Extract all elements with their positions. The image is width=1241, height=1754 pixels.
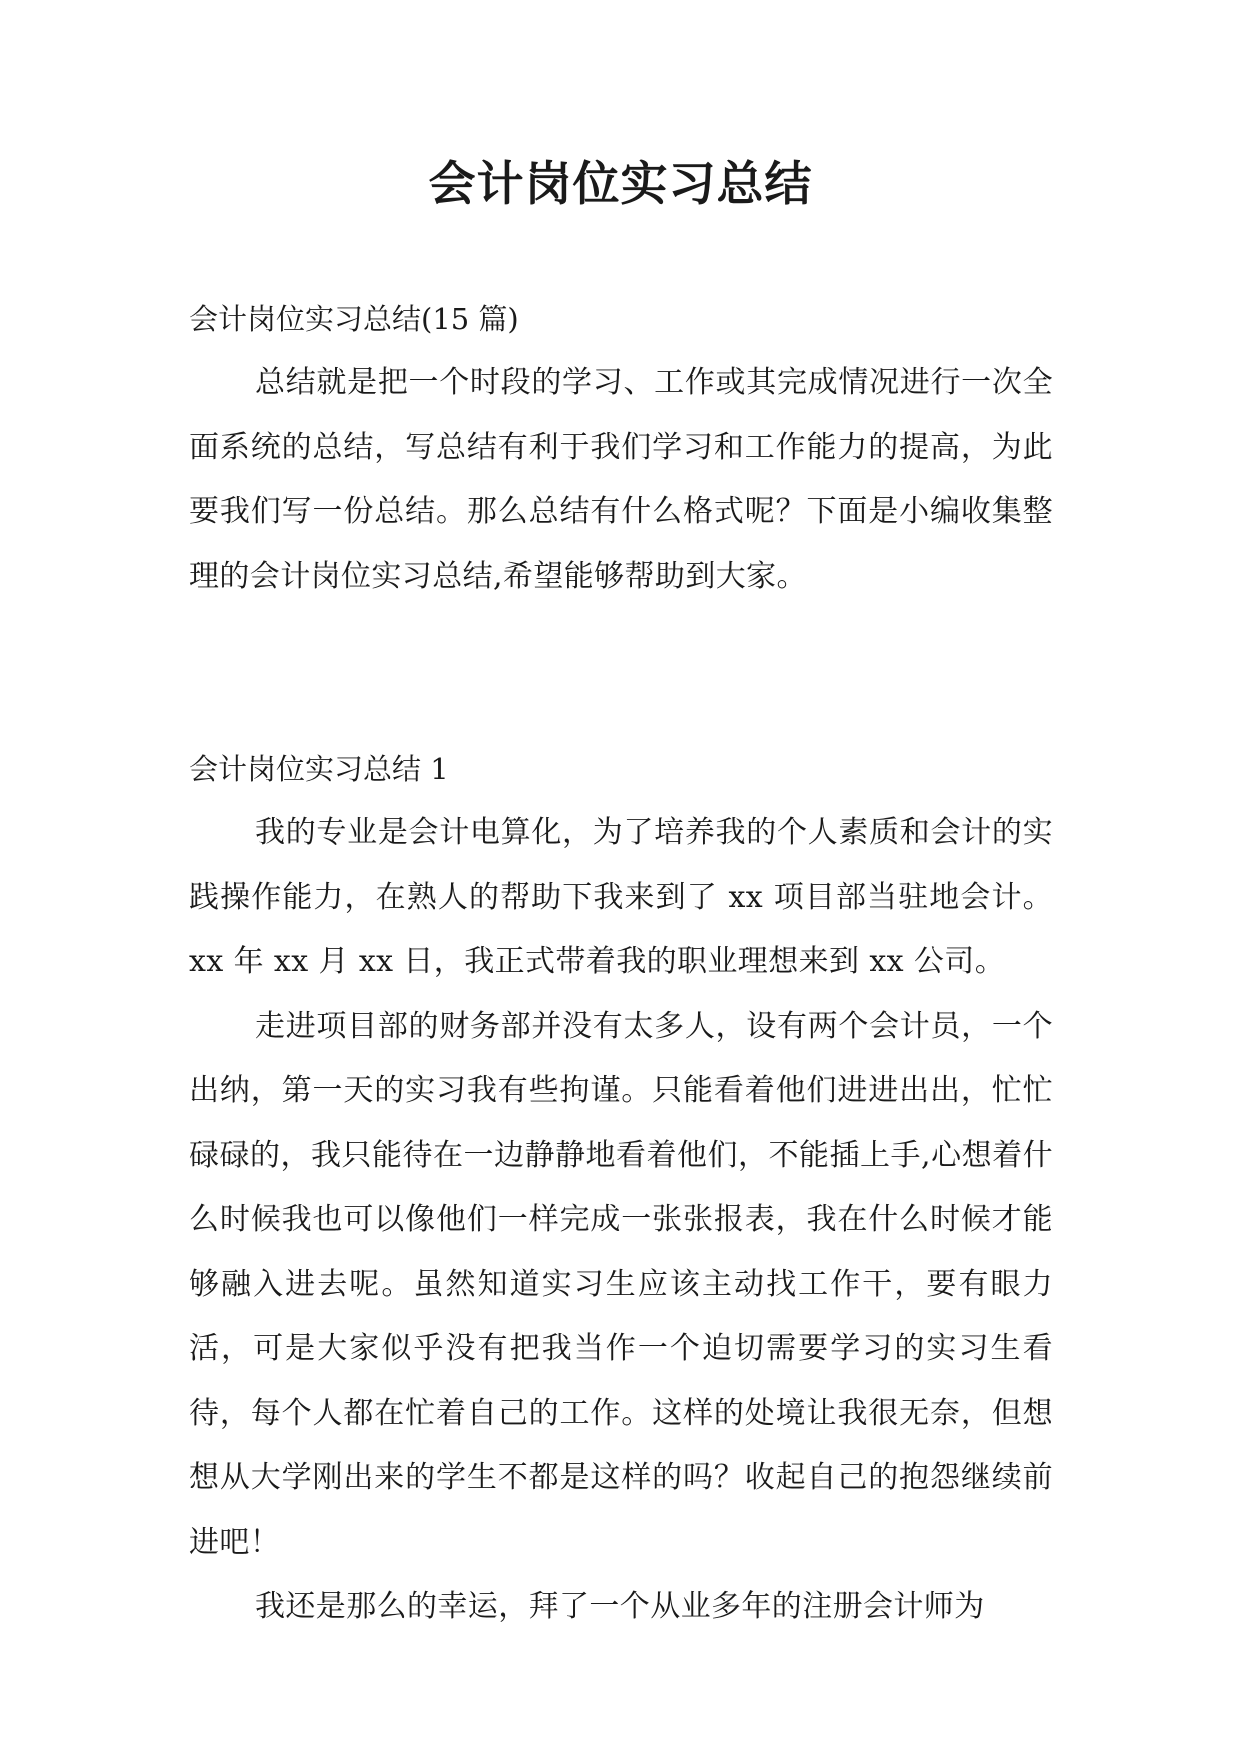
intro-paragraph: 总结就是把一个时段的学习、工作或其完成情况进行一次全面系统的总结，写总结有利于我们学习和工作能力的提高，为此要我们写一份总结。那么总结有什么格式呢？下面是小编收集整理的会计岗位实习总结,希望能够帮助到大家。 (189, 365, 1053, 594)
body-paragraph: 我还是那么的幸运，拜了一个从业多年的注册会计师为 (255, 1589, 985, 1624)
body-paragraph: 我的专业是会计电算化，为了培养我的个人素质和会计的实践操作能力，在熟人的帮助下我来到了 xx 项目部当驻地会计。xx 年 xx 月 xx 日，我正式带着我的职业理想来到 xx 公司。 (189, 815, 1053, 979)
section-spacer (189, 609, 1053, 737)
section-title: 会计岗位实习总结 1 (189, 752, 449, 786)
document-heading: 会计岗位实习总结(15 篇) (189, 302, 519, 336)
document-title: 会计岗位实习总结 (428, 157, 813, 212)
document-body (189, 287, 1053, 1640)
body-paragraph: 走进项目部的财务部并没有太多人，设有两个会计员，一个出纳，第一天的实习我有些拘谨。只能看着他们进进出出，忙忙碌碌的，我只能待在一边静静地看着他们，不能插上手,心想着什么时候我也可以像他们一样完成一张张报表，我在什么时候才能够融入进去呢。虽然知道实习生应该主动找工作干，要有眼力活，可是大家似乎没有把我当作一个迫切需要学习的实习生看待，每个人都在忙着自己的工作。这样的处境让我很无奈，但想想从大学刚出来的学生不都是这样的吗？收起自己的抱怨继续前进吧！ (189, 1008, 1053, 1560)
